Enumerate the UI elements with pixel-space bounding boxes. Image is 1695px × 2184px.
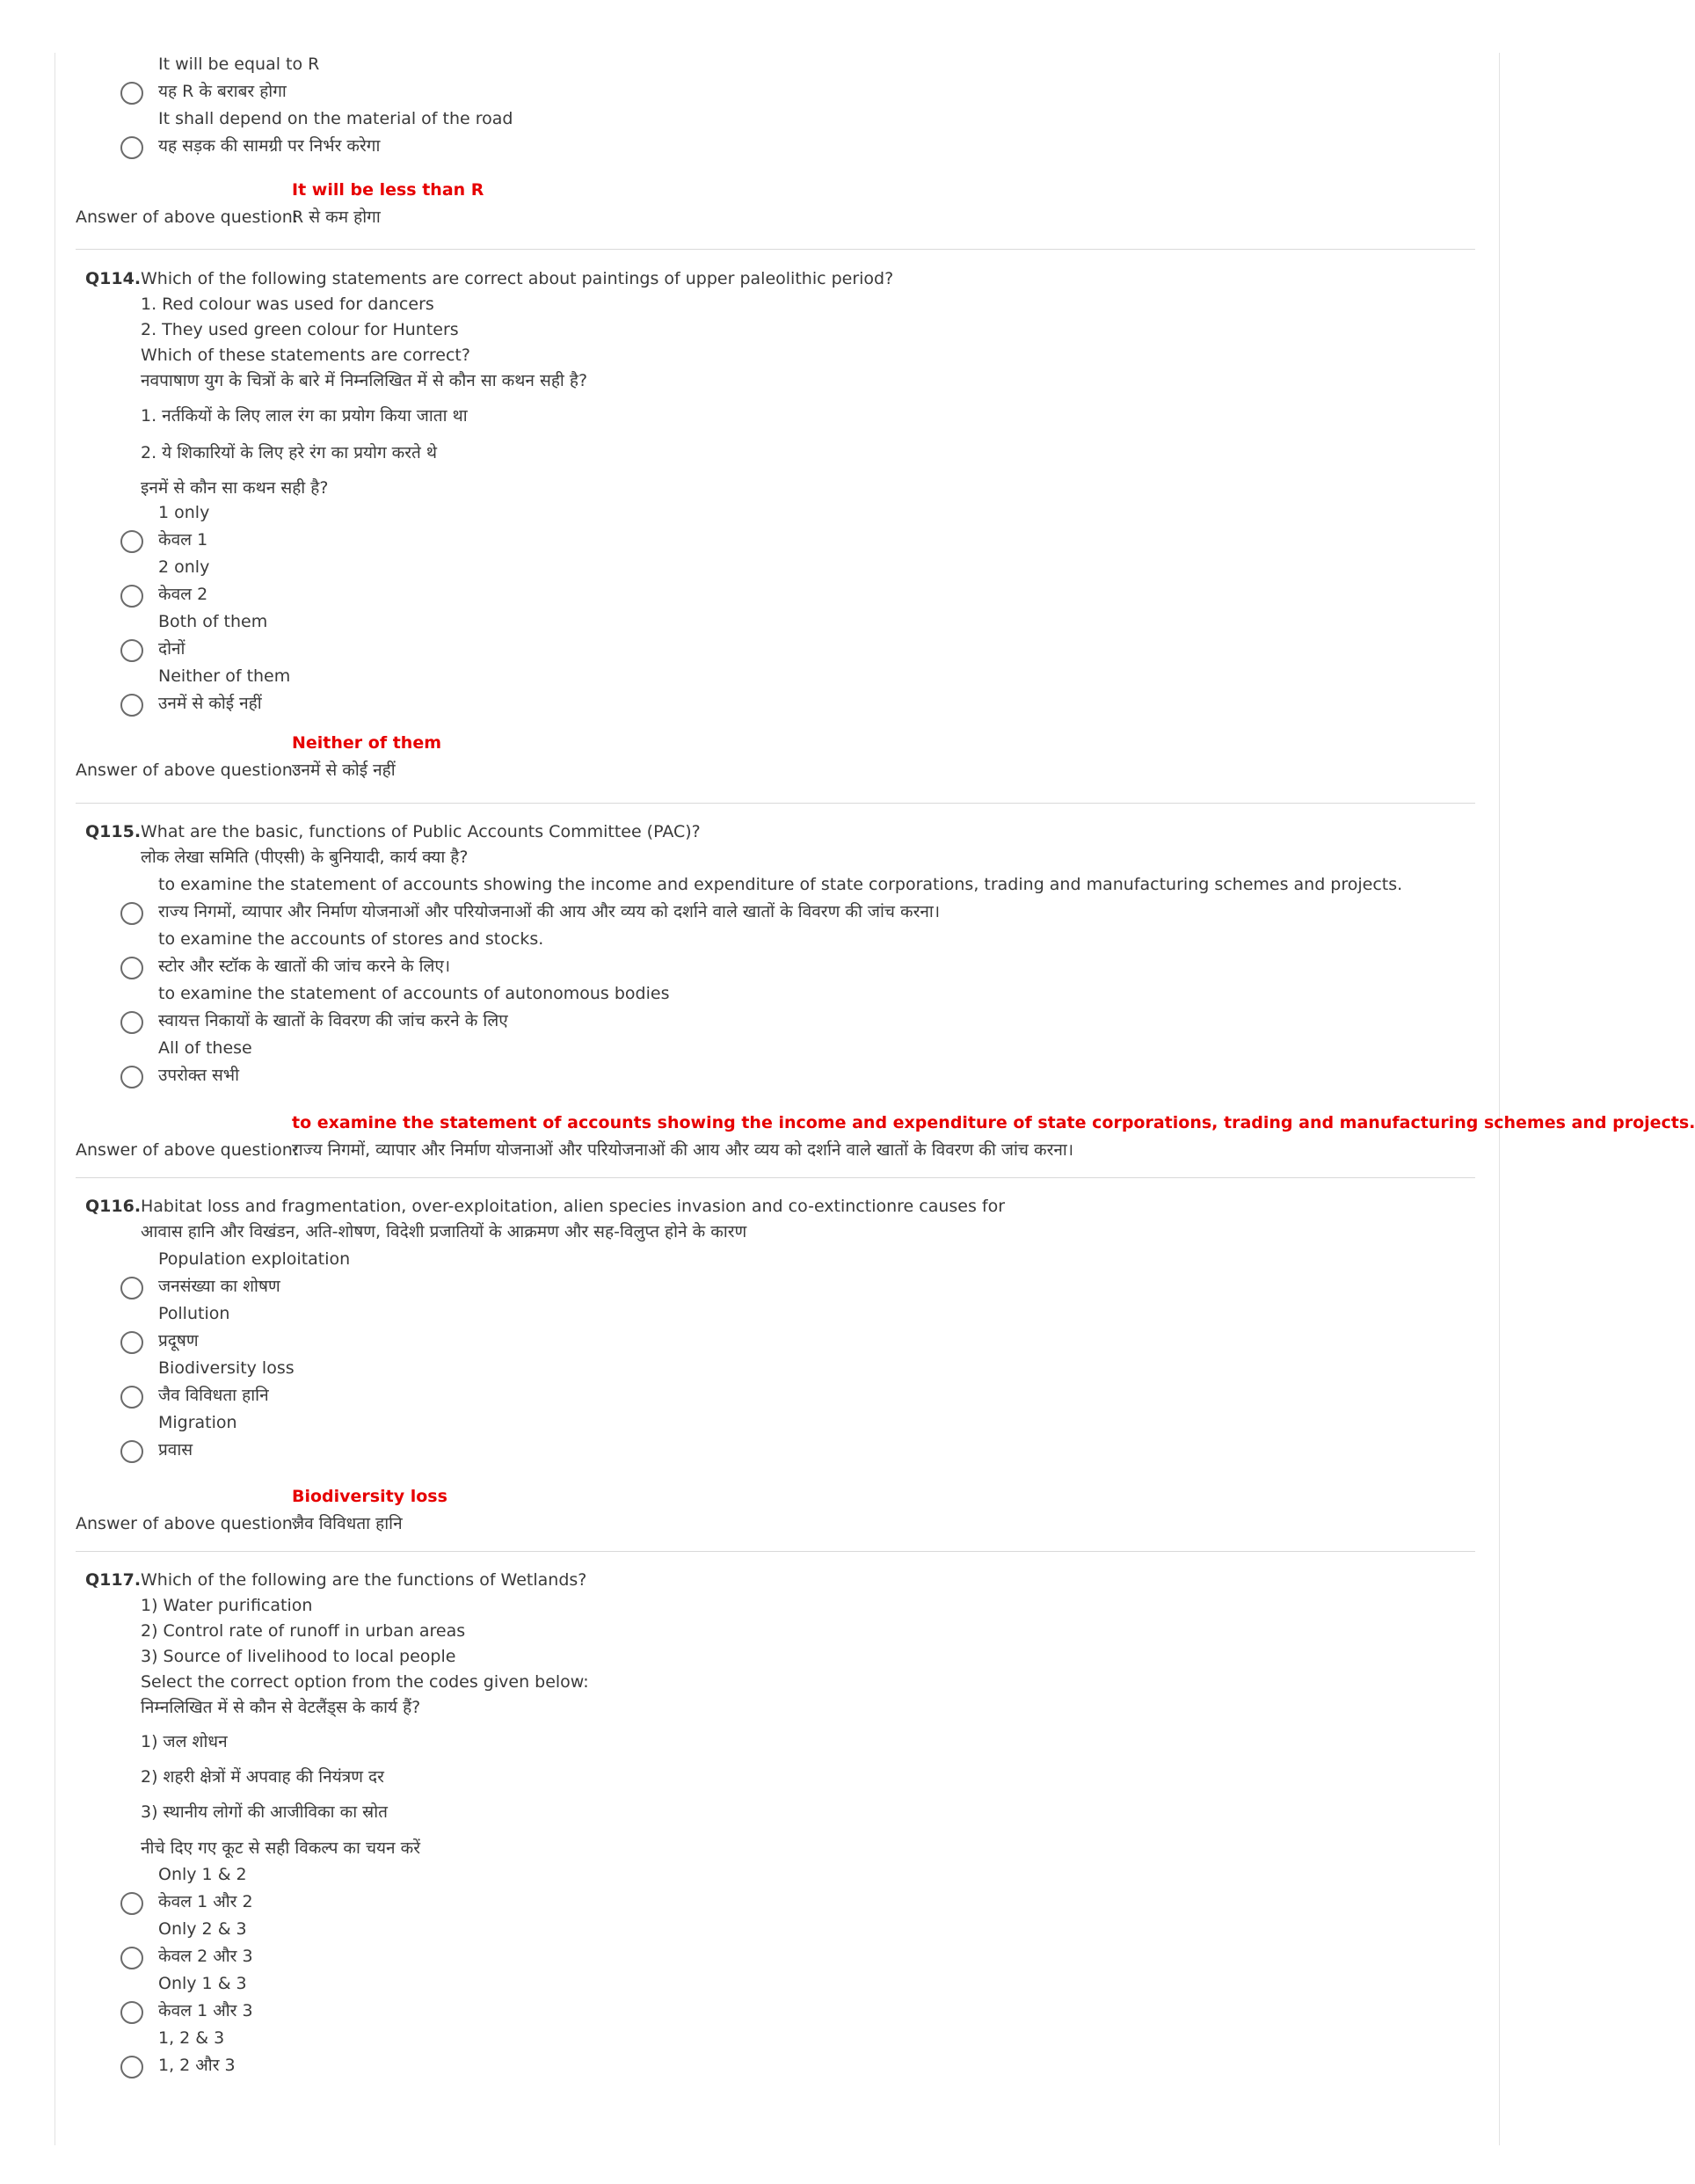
option-label-hi: राज्य निगमों, व्यापार और निर्माण योजनाओं और परियोजनाओं की आय और व्यय को दर्शाने वाले खातों के विवरण की जांच करना। [158,902,941,921]
option-label-hi: प्रदूषण [158,1331,199,1350]
correct-answer-en: to examine the statement of accounts showing the income and expenditure of state corporations, trading and manufacturing schemes and projects. [292,1113,1695,1132]
question-divider [76,1551,1475,1552]
question-text: 1) Water purification [141,1596,313,1615]
question-number: Q116. [85,1197,142,1216]
option-label-en: 1 only [158,503,210,522]
option-label-en: Only 2 & 3 [158,1919,247,1939]
question-number: Q115. [85,822,142,841]
question-text: Habitat loss and fragmentation, over-exploitation, alien species invasion and co-extinctionre causes for [141,1197,1006,1216]
option-label-en: Migration [158,1413,237,1432]
option-label-hi: उपरोक्त सभी [158,1066,240,1085]
option-label-en: It will be equal to R [158,55,320,74]
question-text: 1. Red colour was used for dancers [141,295,434,314]
option-radio[interactable] [120,1331,143,1354]
question-number: Q117. [85,1570,142,1590]
option-label-hi: केवल 1 और 3 [158,2001,253,2020]
correct-answer-en: Neither of them [292,733,442,753]
correct-answer-hi: R से कम होगा [292,207,381,227]
option-label-en: Both of them [158,612,268,631]
option-radio[interactable] [120,1386,143,1409]
option-radio[interactable] [120,957,143,979]
option-label-en: Pollution [158,1304,230,1323]
option-label-en: All of these [158,1038,252,1058]
option-label-hi: केवल 1 और 2 [158,1892,253,1911]
option-label-hi: यह सड़क की सामग्री पर निर्भर करेगा [158,136,381,156]
question-text: 2. They used green colour for Hunters [141,320,459,339]
question-text: 2) शहरी क्षेत्रों में अपवाह की नियंत्रण दर [141,1767,384,1787]
correct-answer-hi: जैव विविधता हानि [292,1514,403,1533]
option-label-hi: जनसंख्या का शोषण [158,1277,280,1296]
correct-answer-en: Biodiversity loss [292,1487,447,1506]
option-label-en: to examine the accounts of stores and stocks. [158,929,544,949]
option-radio[interactable] [120,1440,143,1463]
option-radio[interactable] [120,639,143,662]
question-text: What are the basic, functions of Public Accounts Committee (PAC)? [141,822,701,841]
option-label-en: Population exploitation [158,1249,351,1269]
question-divider [76,803,1475,804]
option-label-hi: स्वायत्त निकायों के खातों के विवरण की जांच करने के लिए [158,1011,508,1030]
option-label-hi: दोनों [158,639,186,659]
question-text: Which of the following are the functions of Wetlands? [141,1570,587,1590]
correct-answer-hi: उनमें से कोई नहीं [292,761,396,780]
option-radio[interactable] [120,1947,143,1969]
question-text: नवपाषाण युग के चित्रों के बारे में निम्नलिखित में से कौन सा कथन सही है? [141,371,588,390]
question-text: निम्नलिखित में से कौन से वेटलैंड्स के कार्य हैं? [141,1698,421,1717]
option-label-hi: केवल 1 [158,530,208,550]
option-label-en: Biodiversity loss [158,1358,295,1378]
option-label-en: to examine the statement of accounts showing the income and expenditure of state corporations, trading and manufacturing schemes and projects. [158,875,1403,894]
answer-label: Answer of above question: [76,761,299,780]
option-radio[interactable] [120,694,143,717]
question-text: नीचे दिए गए कूट से सही विकल्प का चयन करें [141,1838,421,1858]
option-radio[interactable] [120,2056,143,2078]
question-text: Select the correct option from the codes given below: [141,1672,589,1692]
correct-answer-en: It will be less than R [292,180,484,200]
option-radio[interactable] [120,1066,143,1088]
option-radio[interactable] [120,136,143,159]
question-text: इनमें से कौन सा कथन सही है? [141,478,329,498]
option-label-hi: उनमें से कोई नहीं [158,694,262,713]
option-label-en: 1, 2 & 3 [158,2028,225,2048]
option-radio[interactable] [120,1277,143,1299]
question-text: 1) जल शोधन [141,1732,228,1751]
option-radio[interactable] [120,902,143,925]
option-label-en: Neither of them [158,666,291,686]
question-text: Which of the following statements are correct about paintings of upper paleolithic period? [141,269,894,288]
answer-label: Answer of above question: [76,1140,299,1160]
option-label-en: It shall depend on the material of the road [158,109,513,128]
option-label-hi: जैव विविधता हानि [158,1386,269,1405]
option-label-hi: स्टोर और स्टॉक के खातों की जांच करने के लिए। [158,957,451,976]
option-label-hi: 1, 2 और 3 [158,2056,236,2075]
option-label-en: 2 only [158,557,210,577]
option-radio[interactable] [120,530,143,553]
question-number: Q114. [85,269,142,288]
option-label-en: Only 1 & 3 [158,1974,247,1993]
question-text: आवास हानि और विखंडन, अति-शोषण, विदेशी प्रजातियों के आक्रमण और सह-विलुप्त होने के कारण [141,1222,747,1241]
page-border-right [1499,53,1500,2145]
option-label-en: Only 1 & 2 [158,1865,247,1884]
question-divider [76,1177,1475,1178]
option-radio[interactable] [120,1892,143,1915]
answer-label: Answer of above question: [76,207,299,227]
correct-answer-hi: राज्य निगमों, व्यापार और निर्माण योजनाओं और परियोजनाओं की आय और व्यय को दर्शाने वाले खातों के विवरण की जांच करना। [292,1140,1074,1160]
option-label-en: to examine the statement of accounts of autonomous bodies [158,984,670,1003]
answer-label: Answer of above question: [76,1514,299,1533]
question-text: लोक लेखा समिति (पीएसी) के बुनियादी, कार्य क्या है? [141,848,469,867]
option-label-hi: केवल 2 [158,585,208,604]
question-text: 1. नर्तकियों के लिए लाल रंग का प्रयोग किया जाता था [141,406,468,426]
question-text: 2) Control rate of runoff in urban areas [141,1621,466,1641]
question-text: 2. ये शिकारियों के लिए हरे रंग का प्रयोग करते थे [141,443,438,462]
option-radio[interactable] [120,2001,143,2024]
option-label-hi: प्रवास [158,1440,193,1460]
option-radio[interactable] [120,82,143,105]
question-text: 3) Source of livelihood to local people [141,1647,456,1666]
option-radio[interactable] [120,585,143,608]
option-radio[interactable] [120,1011,143,1034]
question-divider [76,249,1475,250]
question-text: Which of these statements are correct? [141,346,470,365]
option-label-hi: केवल 2 और 3 [158,1947,253,1966]
question-text: 3) स्थानीय लोगों की आजीविका का स्रोत [141,1802,388,1822]
option-label-hi: यह R के बराबर होगा [158,82,287,101]
